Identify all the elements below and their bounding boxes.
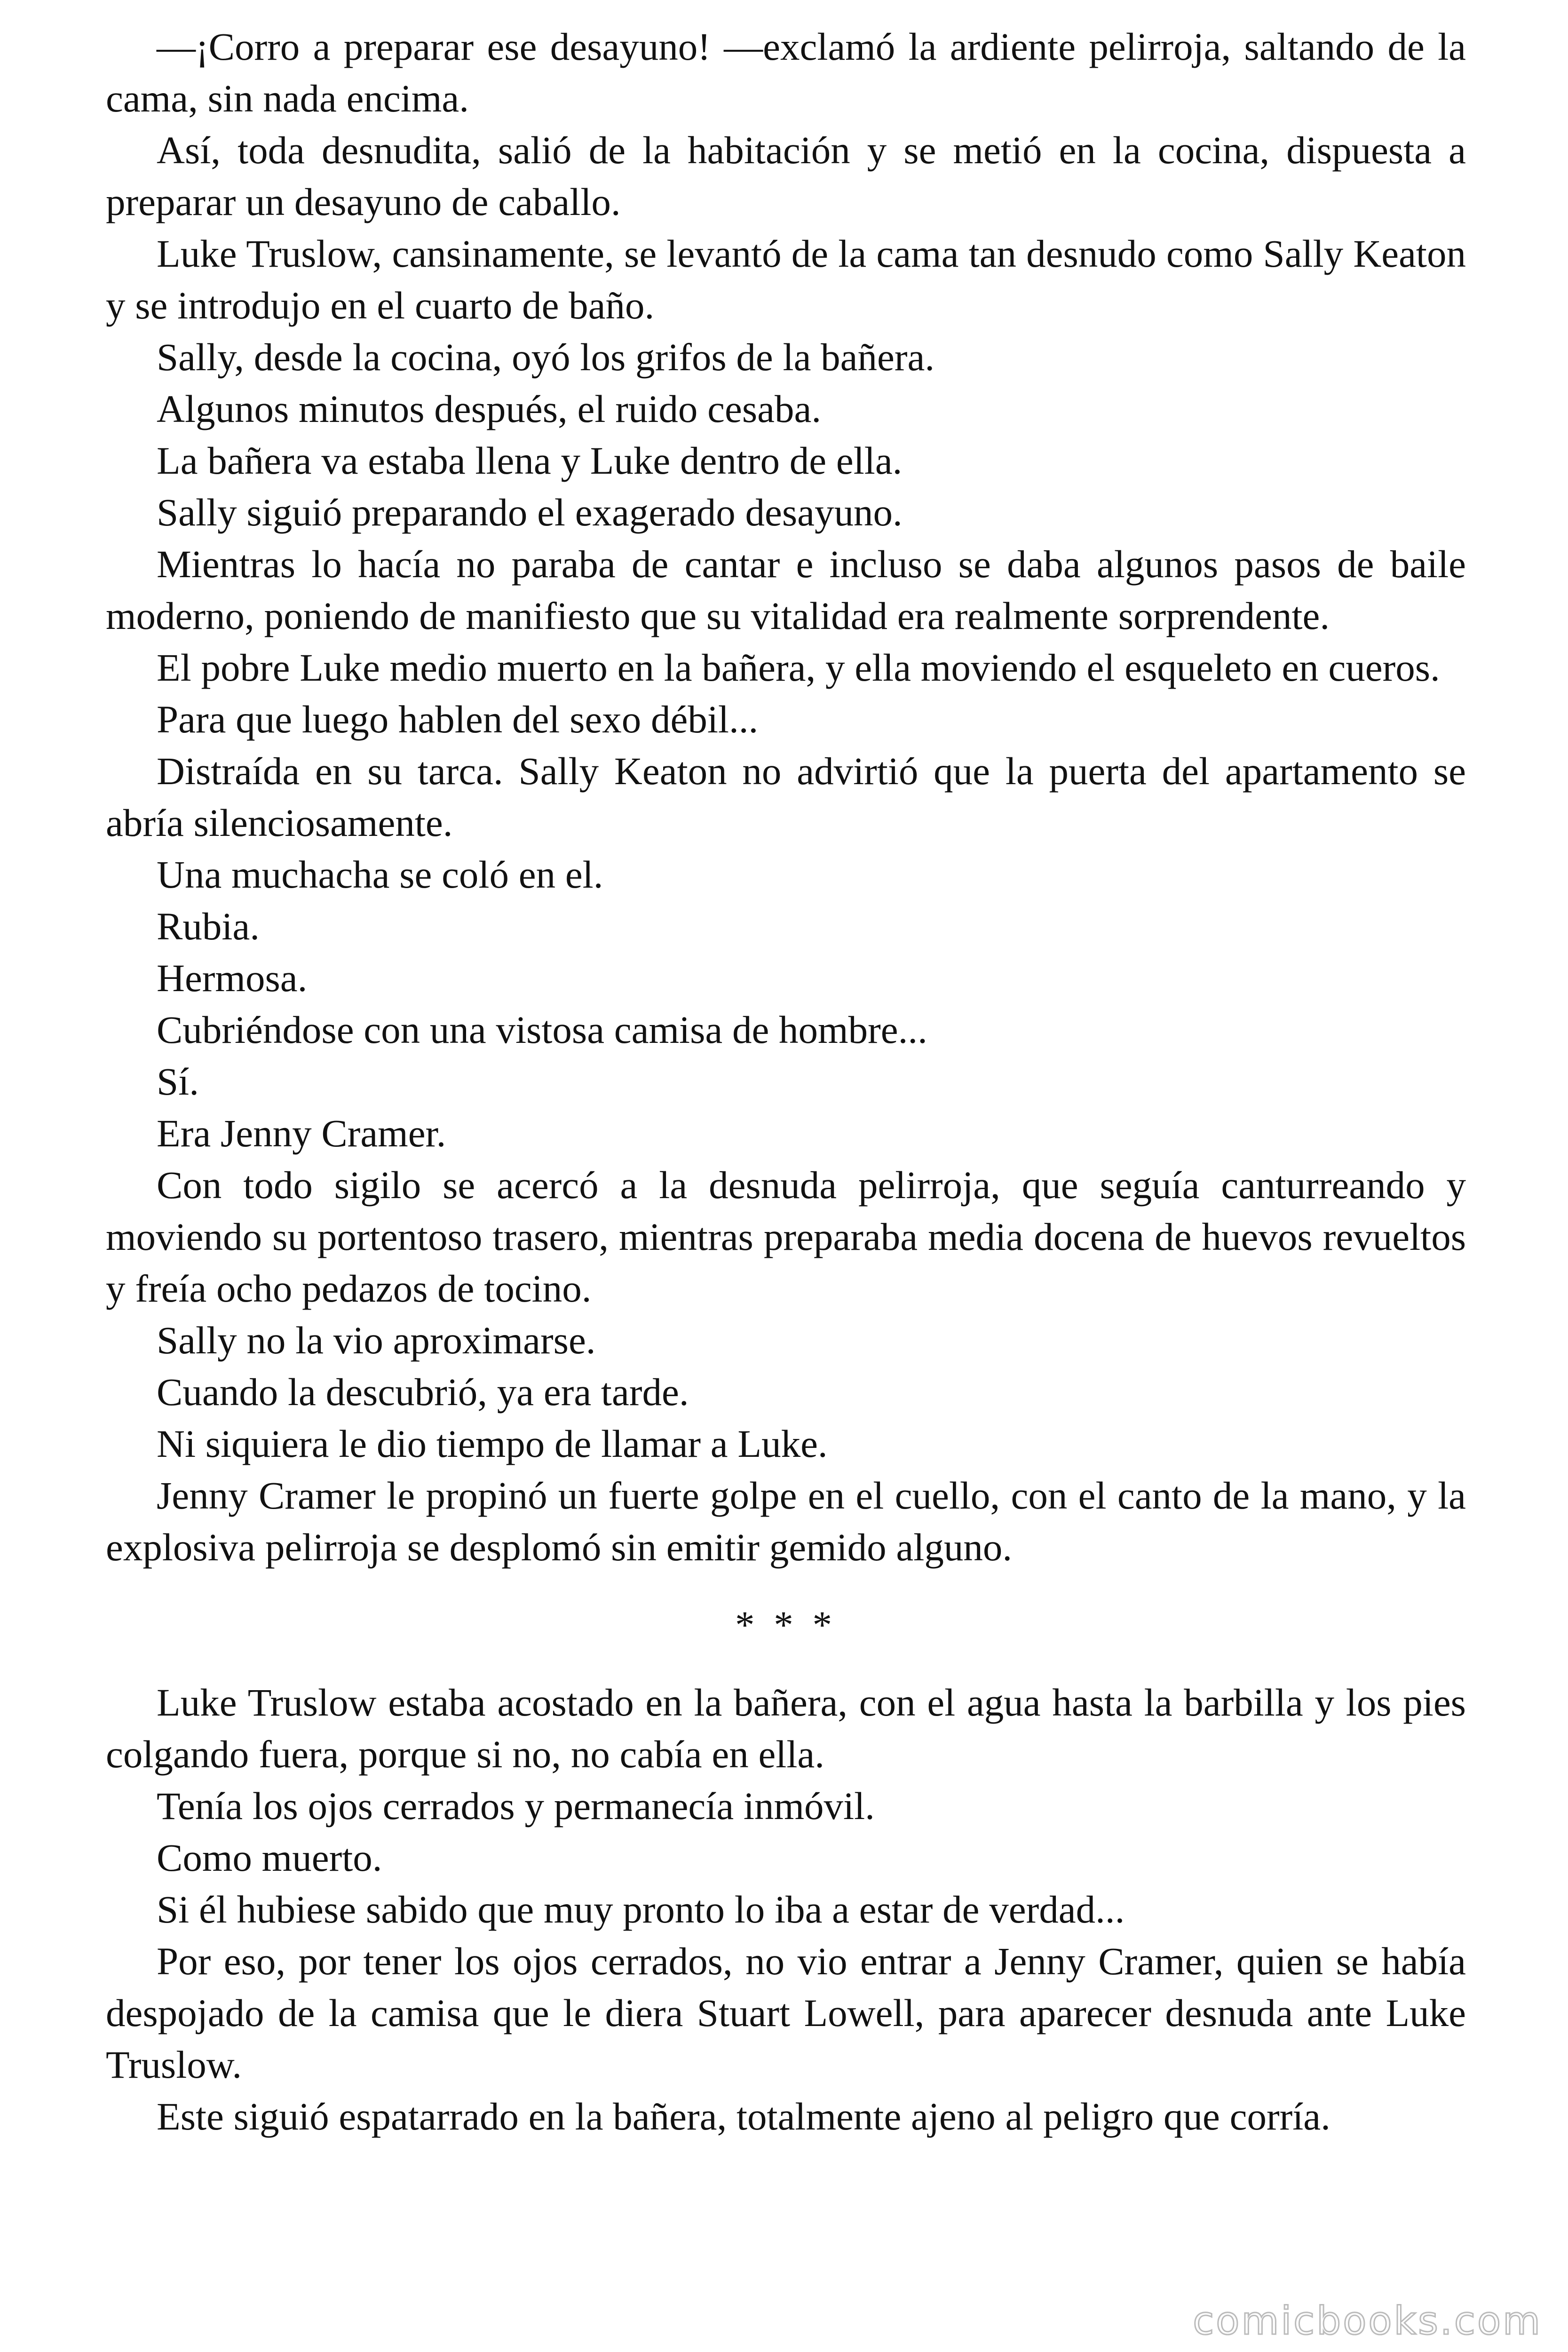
paragraph: Sally siguió preparando el exagerado desayuno. — [157, 491, 903, 534]
paragraph: Si él hubiese sabido que muy pronto lo iba a estar de verdad... — [157, 1888, 1125, 1931]
page-body — [106, 21, 1466, 2142]
paragraph: Era Jenny Cramer. — [157, 1112, 446, 1155]
paragraph: Por eso, por tener los ojos cerrados, no vio entrar a Jenny Cramer, quien se había despojado de la camisa que le diera Stuart Lowell, para aparecer desnuda ante Luke Truslow. — [106, 1939, 1466, 2086]
paragraph: Tenía los ojos cerrados y permanecía inmóvil. — [157, 1784, 875, 1828]
paragraph: Sally no la vio aproximarse. — [157, 1319, 596, 1362]
paragraph: Este siguió espatarrado en la bañera, totalmente ajeno al peligro que corría. — [157, 2095, 1330, 2138]
paragraph: El pobre Luke medio muerto en la bañera, y ella moviendo el esqueleto en cueros. — [157, 646, 1440, 689]
paragraph: Hermosa. — [157, 956, 308, 1000]
paragraph: La bañera va estaba llena y Luke dentro de ella. — [157, 439, 903, 482]
paragraph: —¡Corro a preparar ese desayuno! —exclamó la ardiente pelirroja, saltando de la cama, sin nada encima. — [106, 25, 1466, 120]
paragraph: Cubriéndose con una vistosa camisa de hombre... — [157, 1008, 927, 1051]
paragraph: Mientras lo hacía no paraba de cantar e incluso se daba algunos pasos de baile moderno, poniendo de manifiesto que su vitalidad era realmente sorprendente. — [106, 542, 1466, 637]
paragraph: Ni siquiera le dio tiempo de llamar a Luke. — [157, 1422, 828, 1465]
paragraph: Algunos minutos después, el ruido cesaba. — [157, 387, 822, 430]
paragraph: Para que luego hablen del sexo débil... — [157, 698, 759, 741]
section-separator: * * * — [735, 1603, 837, 1646]
paragraph: Distraída en su tarca. Sally Keaton no advirtió que la puerta del apartamento se abría silenciosamente. — [106, 749, 1466, 844]
paragraph: Luke Truslow estaba acostado en la bañera, con el agua hasta la barbilla y los pies colgando fuera, porque si no, no cabía en ella. — [106, 1681, 1466, 1776]
paragraph: Como muerto. — [157, 1836, 382, 1879]
paragraph: Una muchacha se coló en el. — [157, 853, 603, 896]
paragraph: Sí. — [157, 1060, 199, 1103]
paragraph: Luke Truslow, cansinamente, se levantó de la cama tan desnudo como Sally Keaton y se introdujo en el cuarto de baño. — [106, 232, 1466, 327]
paragraph: Sally, desde la cocina, oyó los grifos de la bañera. — [157, 335, 935, 379]
paragraph: Cuando la descubrió, ya era tarde. — [157, 1370, 689, 1414]
paragraph: Con todo sigilo se acercó a la desnuda pelirroja, que seguía canturreando y moviendo su portentoso trasero, mientras preparaba media docena de huevos revueltos y freía ocho pedazos de tocino. — [106, 1163, 1466, 1310]
paragraph: Así, toda desnudita, salió de la habitación y se metió en la cocina, dispuesta a preparar un desayuno de caballo. — [106, 128, 1466, 223]
paragraph: Rubia. — [157, 905, 260, 948]
paragraph: Jenny Cramer le propinó un fuerte golpe en el cuello, con el canto de la mano, y la explosiva pelirroja se desplomó sin emitir gemido alguno. — [106, 1474, 1466, 1569]
watermark: comicbooks.com — [1193, 2299, 1542, 2344]
